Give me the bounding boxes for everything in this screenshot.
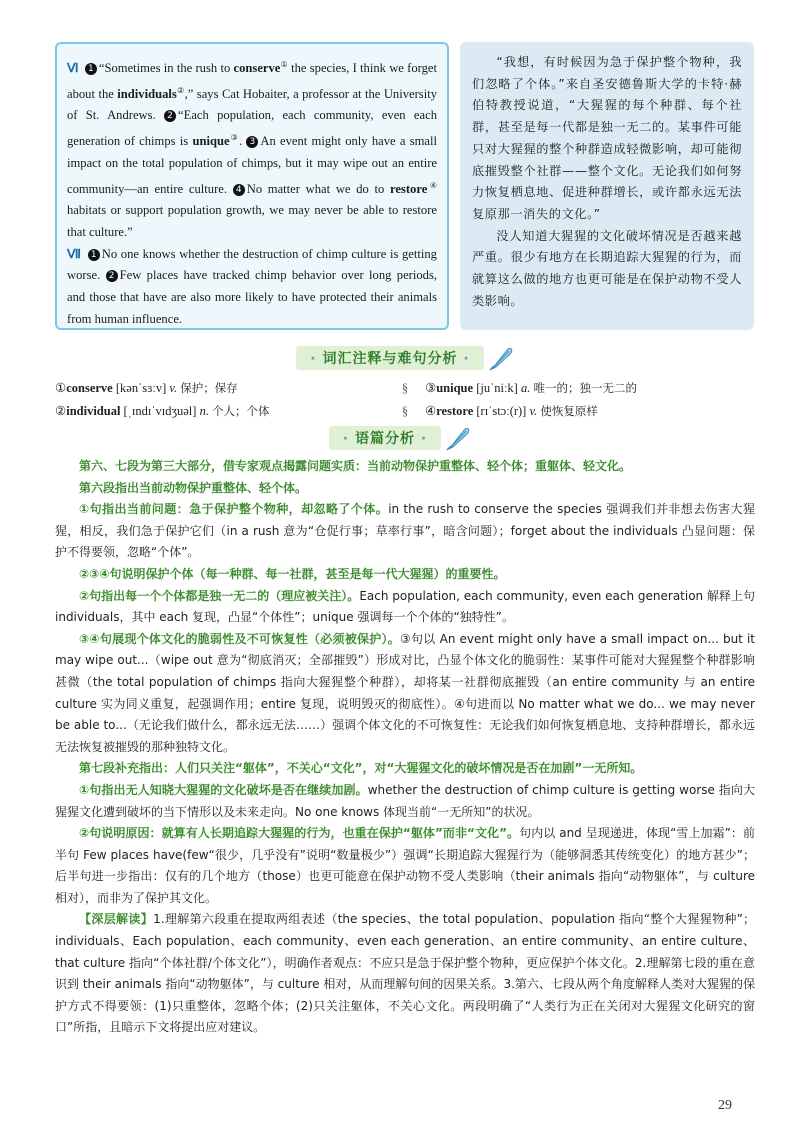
analysis-heading: 第六段指出当前动物保护重整体、轻个体。 [79,480,308,495]
vocab-divider: § [401,381,409,395]
vocab-list [55,377,755,423]
vocab-pos: n. [199,404,209,418]
translation-paragraph: 没人知道大猩猩的文化破坏情况是否越来越严重。很少有地方在长期追踪大猩猩的行为，而就算这么做的地方也更可能是在保护动物不受人类影响。 [472,228,742,308]
sentence-text: “Each population, each community, even each generation of chimps is [67,108,437,149]
analysis-paragraph [55,629,755,759]
analysis-highlight: ①句指出当前问题：急于保护整个物种，却忽略了个体。 [79,502,389,517]
vocab-meaning: 使恢复原样 [540,404,598,418]
vocab-item [425,400,755,423]
analysis-highlight: ①句指出无人知晓大猩猩的文化破坏是否在继续加剧。 [79,782,368,797]
vocab-pos: a. [520,381,531,395]
vocab-meaning: 唯一的；独一无二的 [533,381,637,395]
deep-reading-text: 1.理解第六段重在提取两组表述（the species、the total population、population 指向“整个大猩猩物种”；individuals、Each population、each community、even each generation、an entire community、an entire culture、that culture 指向“个体社群/个体文化”），明确作者观点：不应只是急于保护整个物种，更应保护个体文化。2.理解第七段的重在意识到 their animals 指向“动物躯体”，与 culture 相对，从而理解句间的因果关系。3.第六、七段从两个角度解释人类对大猩猩的保护方式不得要领：(1)只重整体，忽略个体；(2)只关注躯体，不关心文化。两段明确了“人类行为正在关闭对大猩猩文化研究的窗口”所指，且暗示下文将提出应对建议。 [55,912,755,1035]
sentence-marker: 3 [246,136,258,148]
paragraph-6 [67,54,437,244]
note-marker: ④ [427,180,437,190]
vocab-word: unique [436,381,474,395]
sentence-marker: 1 [85,63,97,75]
keyword: conserve [233,61,281,75]
vocab-header-title: 词汇注释与难句分析 [322,351,458,367]
vocab-pos: v. [169,381,178,395]
analysis-header-pill: · 语篇分析 · [329,426,441,450]
analysis-paragraph [55,499,755,564]
analysis-heading: 第六、七段为第三大部分，借专家观点揭露问题实质：当前动物保护重整体、轻个体；重躯体、轻文化。 [79,459,632,473]
keyword: restore [389,181,428,196]
note-marker: ② [176,85,185,95]
vocab-phonetic: [ˌɪndɪˈvɪdʒuəl] [123,404,197,418]
analysis-section-header [300,426,500,450]
english-passage-box [55,42,449,330]
translation-paragraph: “我想，有时候因为急于保护整个物种，我们忽略了个体。”来自圣安德鲁斯大学的卡特·赫伯特教授说道，“大猩猩的每个种群、每个社群，甚至是每一代都是独一无二的。某事件可能只对大猩猩的整个种群造成轻微影响，却可能彻底摧毁整个社群——整个文化。无论我们如何努力恢复栖息地、促进种群增长，或许都永远无法复原那一消失的文化。” [472,55,742,221]
vocab-divider: § [401,404,409,418]
note-marker: ① [280,60,288,69]
paragraph-7 [67,244,437,331]
sentence-marker: 2 [106,270,118,282]
vocab-number: ④ [425,404,437,418]
vocab-item [55,400,385,423]
sentence-text: Few places have tracked chimp behavior over long periods, and those that have are also more likely to have protected their animals from human influence. [67,268,438,326]
analysis-text: whether the destruction of chimp culture is getting worse 指向大猩猩文化遭到破坏的当下情形以及未来走向。No one knows 体现当前“一无所知”的状况。 [55,782,755,819]
analysis-paragraph [55,780,755,823]
analysis-body [55,456,755,1039]
vocab-row [55,377,755,400]
sentence-text: No one knows whether the destruction of chimp culture is getting worse. [67,246,437,283]
analysis-highlight: ②句说明原因：就算有人长期追踪大猩猩的行为，也重在保护“躯体”而非“文化”。 [79,826,520,841]
vocab-word: individual [66,404,121,418]
page-number: 29 [718,1098,732,1113]
analysis-paragraph [55,823,755,909]
vocab-pos: v. [529,404,538,418]
sentence-text: “Sometimes in the rush to [98,61,234,75]
vocab-word: restore [436,404,474,418]
feather-pen-icon [445,425,471,451]
analysis-heading: ②③④句说明保护个体（每一种群、每一社群，甚至是每一代大猩猩）的重要性。 [79,566,506,581]
sentence-marker: 1 [88,249,100,261]
analysis-text: ③句以 An event might only have a small impact on... but it may wipe out...（wipe out 意为“彻底消灭；全部摧毁”）形成对比，凸显个体文化的脆弱性：某事件可能对大猩猩整个种群影响甚微（the total population of chimps 指向大猩猩整个种群），却将某一社群彻底摧毁（an entire community 与 an entire culture 实为同义重复，起强调作用；entire 复现，说明毁灭的彻底性）。④句进而以 No matter what we do... we may never be able to...（无论我们做什么，都永远无法……）强调个体文化的不可恢复性：无论我们如何恢复栖息地、支持种群增长，都永远无法恢复被摧毁的那种独特文化。 [55,631,755,754]
analysis-header-title: 语篇分析 [355,431,415,447]
paragraph-7-label: Ⅶ [67,246,82,261]
feather-pen-icon [488,345,514,371]
vocab-header-pill: · 词汇注释与难句分析 · [296,346,483,370]
vocab-number: ③ [425,381,437,395]
deep-reading-paragraph [55,909,755,1039]
vocab-phonetic: [juˈniːk] [476,381,518,395]
analysis-highlight: ②句指出每一个个体都是独一无二的（理应被关注）。 [79,588,360,603]
vocab-meaning: 保护；保存 [180,381,238,395]
sentence-text: . [238,134,243,149]
sentence-text: the species, I think we forget about the [67,61,438,101]
vocab-phonetic: [kənˈsɜːv] [115,381,167,395]
vocab-number: ① [55,381,67,395]
sentence-text: habitats or support population growth, we may never be able to restore that culture.” [67,203,437,239]
deep-reading-tag: 【深层解读】 [79,912,154,927]
analysis-heading: 第七段补充指出：人们只关注“躯体”，不关心“文化”，对“大猩猩文化的破坏情况是否在加剧”一无所知。 [79,761,643,776]
vocab-word: conserve [66,381,113,395]
sentence-text: An event might only have a small impact on the total population of chimps, but it may wipe out an entire community—an entire culture. [67,134,438,196]
vocab-row [55,400,755,423]
analysis-text: 句内以 and 呈现递进，体现“雪上加霜”：前半句 Few places have(few“很少，几乎没有”说明“数量极少”）强调“长期追踪大猩猩行为（能够洞悉其传统变化）的地方甚少”；后半句进一步指出：仅有的几个地方（those）也更可能意在保护动物不受人类影响（their animals 指向“动物躯体”，与 culture 相对），而非为了保护其文化。 [55,826,755,905]
sentence-text: No matter what we do to [246,181,390,196]
vocab-section-header [290,346,520,370]
analysis-highlight: ③④句展现个体文化的脆弱性及不可恢复性（必须被保护）。 [79,631,401,646]
vocab-phonetic: [rɪˈstɔː(r)] [476,404,527,418]
analysis-paragraph [55,586,755,629]
keyword: individuals [117,86,177,101]
vocab-item [425,377,755,400]
sentence-text: ,” says Cat Hobaiter, a professor at the University of St. Andrews. [67,86,437,123]
sentence-marker: 2 [164,110,176,122]
vocab-number: ② [55,404,67,418]
vocab-item [55,377,385,400]
keyword: unique [192,134,230,149]
analysis-text: in the rush to conserve the species 强调我们并非想去伤害大猩猩，相反，我们急于保护它们（in a rush 意为“仓促行事；草率行事”，暗含问题）；forget about the individuals 凸显问题：保护不得要领，忽略“个体”。 [55,502,756,560]
chinese-translation-box [460,42,754,330]
sentence-marker: 4 [233,184,245,196]
analysis-text: Each population, each community, even each generation 解释上句 individuals，其中 each 复现，凸显“个体性”；unique 强调每一个个体的“独特性”。 [55,588,756,625]
paragraph-6-label: Ⅵ [67,61,79,75]
note-marker: ③ [229,133,239,143]
vocab-meaning: 个人；个体 [212,404,270,418]
